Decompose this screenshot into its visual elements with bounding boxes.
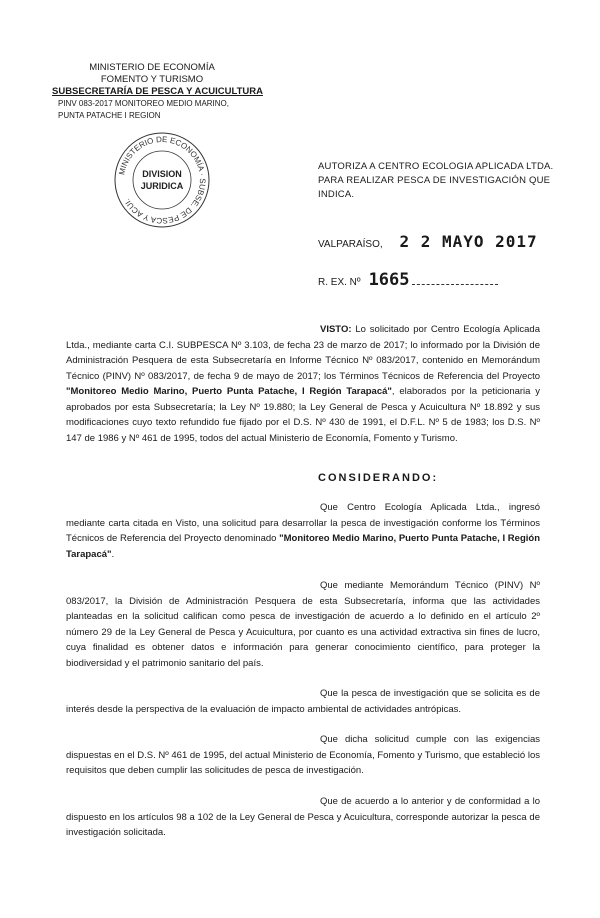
resolution-number-line (318, 270, 498, 290)
considerando-4-text: Que dicha solicitud cumple con las exigencias dispuestas en el D.S. Nº 461 de 1995, del actual Ministerio de Economía, Fomento y Turismo, que estableció los requisitos que deben cumplir las solicitudes de pesca de investigación. (66, 734, 540, 776)
considerando-5-text: Que de acuerdo a lo anterior y de conformidad a lo dispuesto en los artículos 98 a 102 de la Ley General de Pesca y Acuicultura, corresponde autorizar la pesca de investigación solicitada. (66, 796, 540, 838)
division-juridica-stamp (112, 130, 212, 230)
subject-line-3: INDICA. (318, 189, 355, 200)
resolution-number: 1665 (368, 270, 410, 290)
subsecretaria-name: SUBSECRETARÍA DE PESCA Y ACUICULTURA (52, 86, 263, 97)
visto-section (66, 322, 540, 446)
file-reference-region: PUNTA PATACHE I REGION (58, 111, 161, 120)
file-reference: PINV 083-2017 MONITOREO MEDIO MARINO, (58, 99, 230, 108)
ministry-name: MINISTERIO DE ECONOMÍA (89, 62, 215, 73)
visto-project-name: "Monitoreo Medio Marino, Puerto Punta Patache, I Región Tarapacá" (66, 386, 392, 397)
considerando-paragraph-5 (66, 794, 540, 841)
considerando-heading: CONSIDERANDO: (318, 472, 439, 484)
considerando-3-text: Que la pesca de investigación que se solicita es de interés desde la perspectiva de la evaluación de impacto ambiental de actividades antrópicas. (66, 688, 540, 715)
stamp-center-line2: JURIDICA (140, 181, 184, 191)
considerando-paragraph-2 (66, 578, 540, 671)
considerando-1-project-name: "Monitoreo Medio Marino, Puerto Punta Patache, I Región Tarapacá" (66, 533, 540, 560)
stamp-ring-text: MINISTERIO DE ECONOMÍA · SUBSE. DE PESCA Y ACUI. (117, 134, 208, 226)
resolution-number-underline (412, 284, 498, 285)
considerando-1-text: Que Centro Ecología Aplicada Ltda., ingresó mediante carta citada en Visto, una solicitud para desarrollar la pesca de investigación conforme los Términos Técnicos de Referencia del Proyecto denominado (66, 502, 540, 544)
letterhead (52, 62, 263, 122)
stamp-center-line1: DIVISION (142, 169, 182, 179)
visto-text-2: , elaborados por la peticionaria y aprobados por esta Subsecretaría; la Ley Nº 19.880; la Ley General de Pesca y Acuicultura Nº 18.892 y sus modificaciones cuyo texto refundido fue fijado por el D.S. Nº 430 de 1991, el D.F.L. Nº 5 de 1983; los D.S. Nº 147 de 1986 y Nº 461 de 1995, todos del actual Ministerio de Economía, Fomento y Turismo. (66, 386, 540, 444)
considerando-paragraph-1 (66, 500, 540, 562)
ministry-subtitle: FOMENTO Y TURISMO (100, 74, 204, 85)
subject-line-2: PARA REALIZAR PESCA DE INVESTIGACIÓN QUE (318, 175, 551, 186)
considerando-paragraph-4 (66, 732, 540, 779)
considerando-paragraph-3 (66, 686, 540, 717)
date-label: VALPARAÍSO, (318, 239, 383, 250)
resolution-subject (318, 160, 558, 202)
visto-label: VISTO: (320, 324, 352, 335)
considerando-1-end: . (111, 548, 115, 560)
date-line (318, 232, 538, 251)
subject-line-1: AUTORIZA A CENTRO ECOLOGIA APLICADA LTDA. (318, 161, 554, 172)
considerando-2-text: Que mediante Memorándum Técnico (PINV) Nº 083/2017, la División de Administración Pesquera de esta Subsecretaría, informa que las actividades planteadas en la solicitud califican como pesca de investigación de acuerdo a lo definido en el artículo 2º número 29 de la Ley General de Pesca y Acuicultura, por cuanto es una actividad extractiva sin fines de lucro, cuya finalidad es obtener datos e información para generar conocimiento científico, para proteger la biodiversidad y el patrimonio sanitario del país. (66, 580, 540, 669)
visto-text: Lo solicitado por Centro Ecología Aplicada Ltda., mediante carta C.I. SUBPESCA Nº 3.103, de fecha 23 de marzo de 2017; lo informado por la División de Administración Pesquera de esta Subsecretaría en Informe Técnico Nº 083/2017, contenido en Memorándum Técnico (PINV) Nº 083/2017, de fecha 9 de mayo de 2017; los Términos Técnicos de Referencia del Proyecto (66, 324, 540, 382)
svg-text:MINISTERIO DE ECONOMÍA · SUBSE (117, 135, 207, 225)
date-stamp: 2 2 MAYO 2017 (399, 232, 538, 251)
resolution-number-label: R. EX. Nº (318, 277, 361, 288)
